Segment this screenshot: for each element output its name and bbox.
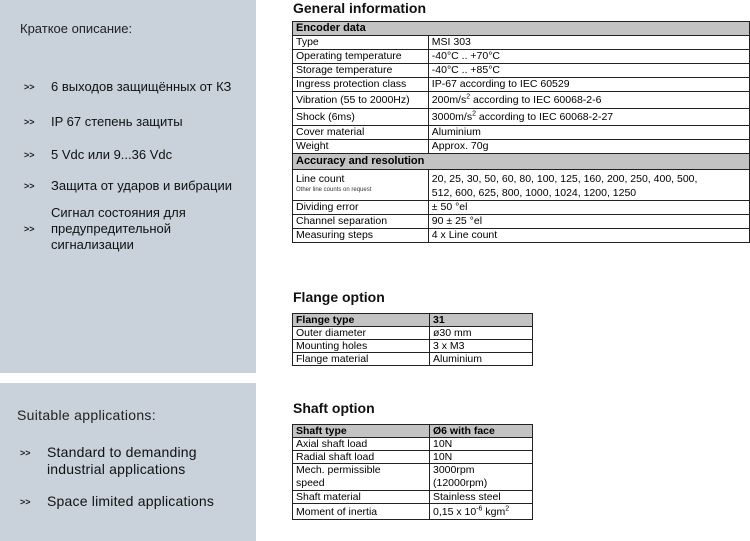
bullet-text: Space limited applications	[47, 493, 215, 509]
table-row	[293, 464, 533, 491]
table-row: Mounting holes 3 x M3	[293, 340, 533, 353]
line-count-label: Line count Other line counts on request	[293, 170, 429, 201]
table-row: Cover material Aluminium	[293, 126, 750, 140]
bullet-arrow-icon: >>	[24, 150, 35, 160]
table-row: Shock (6ms) $3000m/s^2$ according to IEC 60068-2-27	[293, 109, 750, 126]
bullet-arrow-icon: >>	[20, 497, 31, 507]
table-row: Radial shaft load 10N	[293, 451, 533, 464]
flange-option-title: Flange option	[293, 289, 385, 305]
summary-bullet	[24, 178, 232, 194]
table-header-row	[293, 22, 750, 36]
bullet-arrow-icon: >>	[24, 224, 35, 234]
bullet-arrow-icon: >>	[24, 181, 35, 191]
table-row: Outer diameter ø30 mm	[293, 327, 533, 340]
table-row: Channel separation 90 ± 25 °el	[293, 215, 750, 229]
summary-bullet	[24, 79, 231, 95]
application-bullet	[20, 444, 197, 478]
flange-option-table	[292, 313, 533, 366]
table-row: Ingress protection class IP-67 according to IEC 60529	[293, 78, 750, 92]
table-row: Weight Approx. 70g	[293, 140, 750, 154]
table-header-row: Flange type 31	[293, 314, 533, 327]
shaft-option-table	[292, 424, 533, 520]
table-row: Type MSI 303	[293, 36, 750, 50]
summary-title: Краткое описание:	[20, 21, 133, 36]
general-information-title: General information	[293, 0, 427, 16]
bullet-text-multiline: Standard to demanding industrial applications	[47, 444, 197, 477]
table-row	[293, 170, 750, 201]
summary-bullet	[24, 147, 172, 163]
bullet-text: 5 Vdc или 9...36 Vdc	[51, 147, 173, 162]
encoder-data-header: Encoder data	[293, 22, 750, 36]
table-header-row	[293, 154, 750, 170]
bullet-arrow-icon: >>	[24, 117, 35, 127]
table-row: Measuring steps 4 x Line count	[293, 229, 750, 243]
speed-value: 3000rpm (12000rpm)	[430, 464, 533, 491]
table-row: Dividing error ± 50 °el	[293, 201, 750, 215]
inertia-value: 0,15 x $10^{-6}$ kgm$^2$	[430, 504, 533, 520]
summary-bullet	[24, 205, 186, 253]
general-info-table	[292, 21, 750, 243]
table-row: Storage temperature -40°C .. +85°C	[293, 64, 750, 78]
bullet-text: 6 выходов защищённых от КЗ	[51, 79, 232, 94]
table-header-row: Shaft type Ø6 with face	[293, 425, 533, 438]
table-row: Operating temperature -40°C .. +70°C	[293, 50, 750, 64]
application-bullet	[20, 493, 214, 510]
shock-value: $3000m/s^2$ according to IEC 60068-2-27	[428, 109, 749, 126]
summary-panel	[0, 0, 256, 373]
table-row: Moment of inertia 0,15 x $10^{-6}$ kgm$^2$	[293, 504, 533, 520]
table-row: Vibration (55 to 2000Hz) $200m/s^2$ according to IEC 60068-2-6	[293, 92, 750, 109]
bullet-arrow-icon: >>	[20, 448, 31, 458]
applications-title: Suitable applications:	[17, 407, 156, 423]
bullet-text-multiline: Сигнал состояния для предупредительной сигнализации	[51, 205, 186, 252]
vibration-value: $200m/s^2$ according to IEC 60068-2-6	[428, 92, 749, 109]
accuracy-header: Accuracy and resolution	[293, 154, 750, 170]
summary-bullet	[24, 114, 183, 130]
table-row: Shaft material Stainless steel	[293, 491, 533, 504]
speed-label: Mech. permissible speed	[293, 464, 430, 491]
table-row: Flange material Aluminium	[293, 353, 533, 366]
bullet-text: Защита от ударов и вибрации	[51, 178, 232, 193]
line-count-value: 20, 25, 30, 50, 60, 80, 100, 125, 160, 200, 250, 400, 500, 512, 600, 625, 800, 1000, 1024, 1200, 1250	[428, 170, 749, 201]
shaft-option-title: Shaft option	[293, 400, 375, 416]
bullet-arrow-icon: >>	[24, 82, 35, 92]
applications-panel	[0, 383, 256, 541]
table-row: Axial shaft load 10N	[293, 438, 533, 451]
bullet-text: IP 67 степень защиты	[51, 114, 183, 129]
